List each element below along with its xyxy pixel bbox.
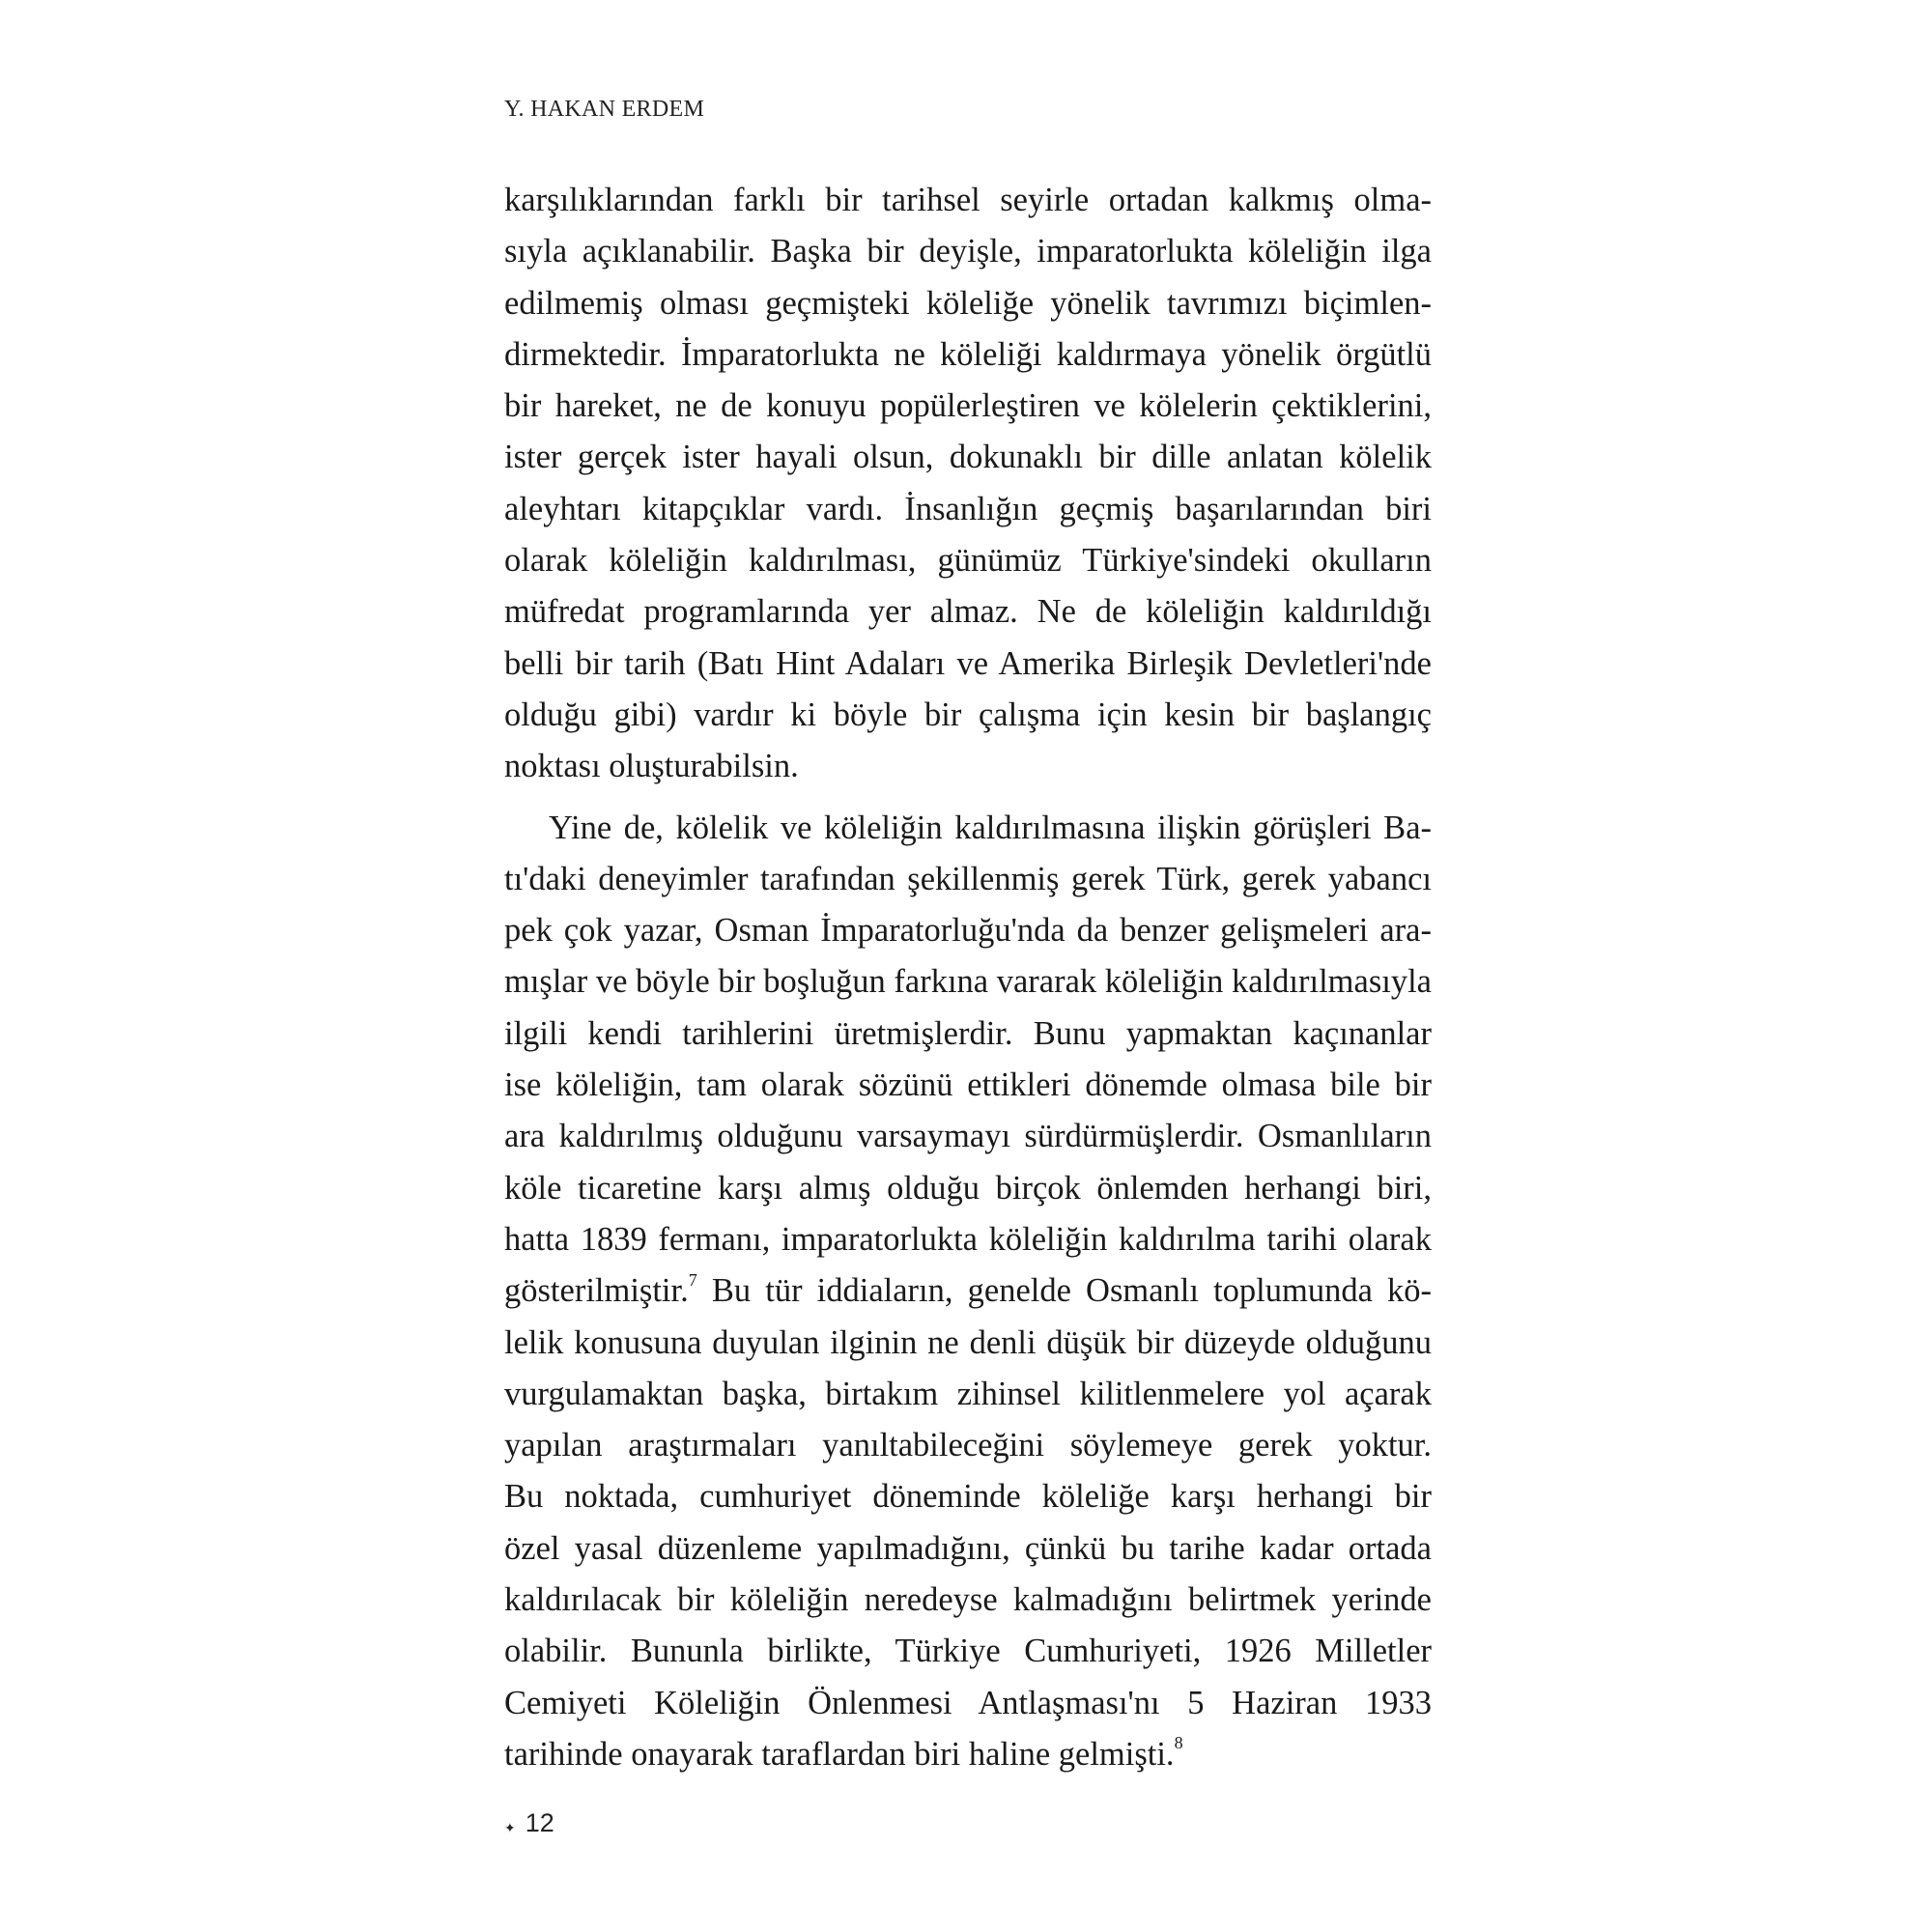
paragraph-1 — [504, 175, 1432, 793]
text-line-with-footnote — [504, 1729, 1432, 1780]
text-line: ise köleliğin, tam olarak sözünü ettikleri dönemde olmasa bile bir — [504, 1066, 1432, 1104]
text-line: sıyla açıklanabilir. Başka bir deyişle, imparatorlukta köleliğin ilga — [504, 233, 1432, 270]
text-line: ara kaldırılmış olduğunu varsaymayı sürdürmüşlerdir. Osmanlıların — [504, 1118, 1432, 1155]
text-line: olabilir. Bununla birlikte, Türkiye Cumhuriyeti, 1926 Milletler — [504, 1633, 1432, 1670]
text-line: yapılan araştırmaları yanıltabileceğini söylemeye gerek yoktur. — [504, 1427, 1432, 1464]
text-line: edilmemiş olması geçmişteki köleliğe yönelik tavrımızı biçimlen- — [504, 284, 1432, 322]
text-segment: gösterilmiştir. — [504, 1272, 689, 1310]
paragraph-2 — [504, 803, 1432, 1781]
text-line: dirmektedir. İmparatorlukta ne köleliği kaldırmaya yönelik örgütlü — [504, 335, 1432, 373]
text-line: ister gerçek ister hayali olsun, dokunaklı bir dille anlatan kölelik — [504, 439, 1432, 476]
footnote-reference[interactable]: 7 — [688, 1269, 697, 1290]
text-line: olarak köleliğin kaldırılması, günümüz Türkiye'sindeki okulların — [504, 542, 1432, 580]
page-number: 12 — [525, 1808, 554, 1837]
text-line: mışlar ve böyle bir boşluğun farkına vararak köleliğin kaldırılmasıyla — [504, 963, 1432, 1001]
body-text — [504, 175, 1432, 1780]
page-footer — [504, 1808, 554, 1838]
text-line-with-footnote — [504, 1265, 1432, 1317]
text-segment: tarihinde onayarak taraflardan biri haline gelmişti. — [504, 1735, 1175, 1773]
text-line: Bu noktada, cumhuriyet döneminde köleliğe karşı herhangi bir — [504, 1478, 1432, 1516]
text-line: özel yasal düzenleme yapılmadığını, çünkü bu tarihe kadar ortada — [504, 1529, 1432, 1567]
text-line: Yine de, kölelik ve köleliğin kaldırılmasına ilişkin görüşleri Ba- — [549, 809, 1432, 846]
text-line: vurgulamaktan başka, birtakım zihinsel kilitlenmelere yol açarak — [504, 1375, 1432, 1412]
footnote-reference[interactable]: 8 — [1174, 1733, 1183, 1753]
text-line: karşılıklarından farklı bir tarihsel seyirle ortadan kalkmış olma- — [504, 182, 1432, 218]
text-line: müfredat programlarında yer almaz. Ne de köleliğin kaldırıldığı — [504, 593, 1432, 631]
text-line: pek çok yazar, Osman İmparatorluğu'nda da benzer gelişmeleri ara- — [504, 912, 1432, 950]
text-segment: Bu tür iddiaların, genelde Osmanlı toplumunda kö- — [711, 1272, 1432, 1310]
text-line: ilgili kendi tarihlerini üretmişlerdir. Bunu yapmaktan kaçınanlar — [504, 1014, 1432, 1052]
text-line: lelik konusuna duyulan ilginin ne denli düşük bir düzeyde olduğunu — [504, 1323, 1432, 1361]
text-line: köle ticaretine karşı almış olduğu birçok önlemden herhangi biri, — [504, 1169, 1432, 1207]
ornament-icon: ✦ — [504, 1820, 516, 1835]
text-line: aleyhtarı kitapçıklar vardı. İnsanlığın geçmiş başarılarından biri — [504, 490, 1432, 527]
text-line: Cemiyeti Köleliğin Önlenmesi Antlaşması'nı 5 Haziran 1933 — [504, 1684, 1432, 1721]
text-line: hatta 1839 fermanı, imparatorlukta köleliğin kaldırılma tarihi olarak — [504, 1220, 1432, 1258]
running-header: Y. HAKAN ERDEM — [504, 97, 705, 122]
text-line: tı'daki deneyimler tarafından şekillenmiş gerek Türk, gerek yabancı — [504, 860, 1432, 897]
text-line: bir hareket, ne de konuyu popülerleştiren ve kölelerin çektiklerini, — [504, 387, 1432, 425]
text-line: olduğu gibi) vardır ki böyle bir çalışma için kesin bir başlangıç — [504, 696, 1432, 733]
text-line: belli bir tarih (Batı Hint Adaları ve Amerika Birleşik Devletleri'nde — [504, 644, 1432, 682]
text-line: noktası oluşturabilsin. — [504, 748, 799, 785]
text-line: kaldırılacak bir köleliğin neredeyse kalmadığını belirtmek yerinde — [504, 1581, 1432, 1619]
